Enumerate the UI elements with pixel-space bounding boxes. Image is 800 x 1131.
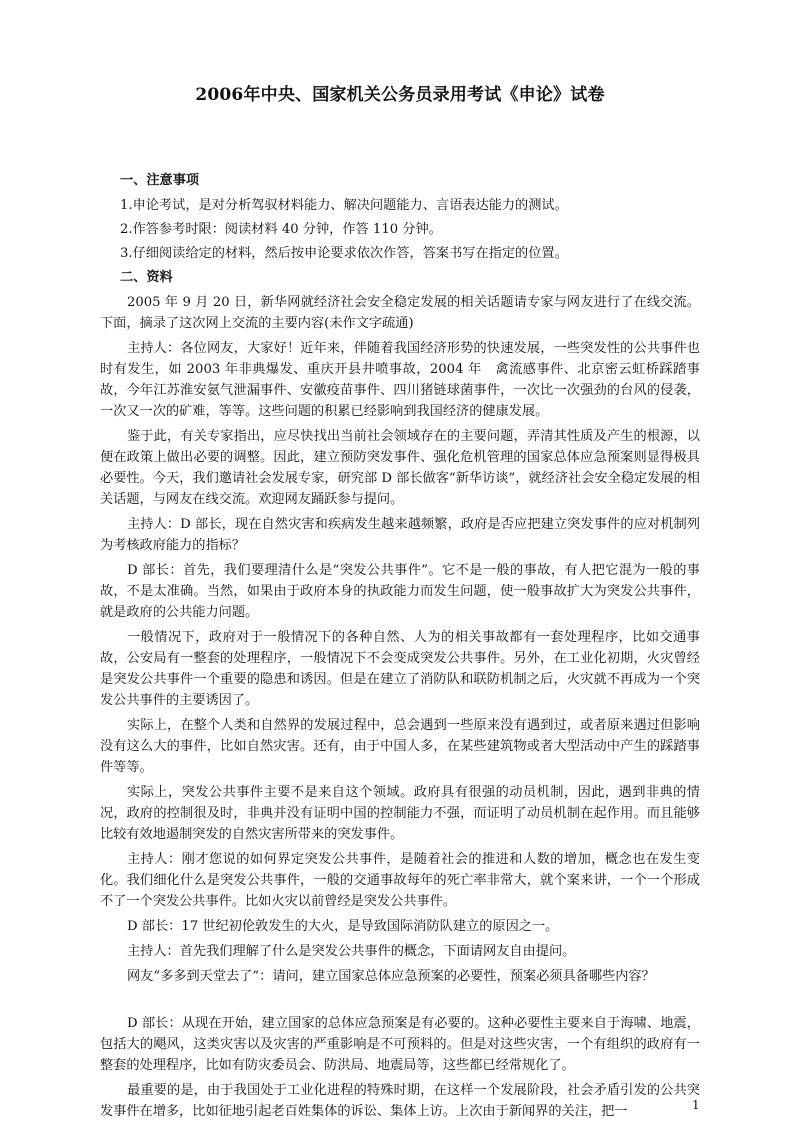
material-paragraph: 鉴于此，有关专家指出，应尽快找出当前社会领域存在的主要问题，弄清其性质及产生的根源，以便在政策上做出必要的调整。因此，建立预防突发事件、强化危机管理的国家总体应急预案则显得极具必要性。今天，我们邀请社会发展专家，研究部 D 部长做客“新华访谈”，就经济社会安全稳定发展的相关话题，与网友在线交流。欢迎网友踊跃参与提问。 bbox=[100, 429, 700, 507]
material-paragraph: 主持人：刚才您说的如何界定突发公共事件，是随着社会的推进和人数的增加，概念也在发生变化。我们细化什么是突发公共事件，一般的交通事故每年的死亡率非常大，就个案来讲，一个一个形成不了一个突发公共事件。比如火灾以前曾经是突发公共事件。 bbox=[100, 852, 700, 909]
material-paragraph: 主持人：首先我们理解了什么是突发公共事件的概念，下面请网友自由提问。 bbox=[127, 944, 576, 959]
notice-item: 3.仔细阅读给定的材料，然后按申论要求依次作答，答案书写在指定的位置。 bbox=[120, 246, 568, 261]
spacer bbox=[100, 991, 700, 1013]
material-paragraph: 网友“多多到天堂去了”：请问，建立国家总体应急预案的必要性，预案必须具备哪些内容？ bbox=[127, 969, 655, 984]
material-paragraph: 2005 年 9 月 20 日，新华网就经济社会安全稳定发展的相关话题请专家与网友进行了在线交流。下面，摘录了这次网上交流的主要内容(未作文字疏通) bbox=[100, 295, 700, 331]
material-paragraph: 实际上，在整个人类和自然界的发展过程中，总会遇到一些原来没有遇到过，或者原来遇过但影响没有这么大的事件，比如自然灾害。还有，由于中国人多，在某些建筑物或者大型活动中产生的踩踏事件等等。 bbox=[100, 718, 700, 775]
document-title: 2006年中央、国家机关公务员录用考试《申论》试卷 bbox=[195, 85, 605, 105]
page-number: 1 bbox=[692, 1098, 700, 1112]
material-paragraph: D 部长：首先，我们要理清什么是“突发公共事件”。它不是一般的事故，有人把它混为一般的事故，不是太准确。当然，如果由于政府本身的执政能力而发生问题，使一般事故扩大为突发公共事件，就是政府的公共能力问题。 bbox=[100, 563, 700, 620]
material-paragraph: D 部长：从现在开始，建立国家的总体应急预案是有必要的。这种必要性主要来自于海啸、地震，包括大的飓风，这类灾害以及灾害的严重影响是不可预料的。但是对这些灾害，一个有组织的政府有一整套的处理程序，比如有防灾委员会、防洪局、地震局等，这些都已经常规化了。 bbox=[100, 1016, 700, 1073]
section-heading-notice: 一、注意事项 bbox=[120, 173, 200, 188]
material-paragraph: 实际上，突发公共事件主要不是来自这个领域。政府具有很强的动员机制，因此，遇到非典的情况，政府的控制很及时，非典并没有证明中国的控制能力不强，而证明了动员机制在起作用。而且能够比较有效地遏制突发的自然灾害所带来的突发事件。 bbox=[100, 785, 700, 842]
section-heading-materials: 二、资料 bbox=[120, 270, 173, 285]
material-paragraph: 一般情况下，政府对于一般情况下的各种自然、人为的相关事故都有一套处理程序，比如交通事故，公安局有一整套的处理程序，一般情况下不会变成突发公共事件。另外，在工业化初期，火灾曾经是突发公共事件一个重要的隐患和诱因。但是在建立了消防队和联防机制之后，火灾就不再成为一个突发公共事件的主要诱因了。 bbox=[100, 630, 700, 708]
notice-item: 1.申论考试，是对分析驾驭材料能力、解决问题能力、言语表达能力的测试。 bbox=[120, 198, 568, 213]
material-paragraph: 主持人：D 部长，现在自然灾害和疾病发生越来越频繁，政府是否应把建立突发事件的应对机制列为考核政府能力的指标？ bbox=[100, 517, 700, 553]
notice-item: 2.作答参考时限：阅读材料 40 分钟，作答 110 分钟。 bbox=[120, 222, 442, 237]
document-body bbox=[100, 170, 700, 1126]
material-paragraph: 主持人：各位网友，大家好！近年来，伴随着我国经济形势的快速发展，一些突发性的公共事件也时有发生，如 2003 年非典爆发、重庆开县井喷事故，2004 年 禽流感事件、北京密云虹桥踩踏事故，今年江苏淮安氨气泄漏事件、安徽疫苗事件、四川猪链球菌事件，一次比一次强劲的台风的侵袭，一次又一次的矿难，等等。这些问题的积累已经影响到我国经济的健康发展。 bbox=[100, 341, 700, 419]
material-paragraph: D 部长：17 世纪初伦敦发生的大火，是导致国际消防队建立的原因之一。 bbox=[127, 919, 559, 934]
material-paragraph: 最重要的是，由于我国处于工业化进程的特殊时期，在这样一个发展阶段，社会矛盾引发的公共突发事件在增多，比如征地引起老百姓集体的诉讼、集体上访。上次由于新闻界的关注，把一 bbox=[100, 1083, 700, 1119]
